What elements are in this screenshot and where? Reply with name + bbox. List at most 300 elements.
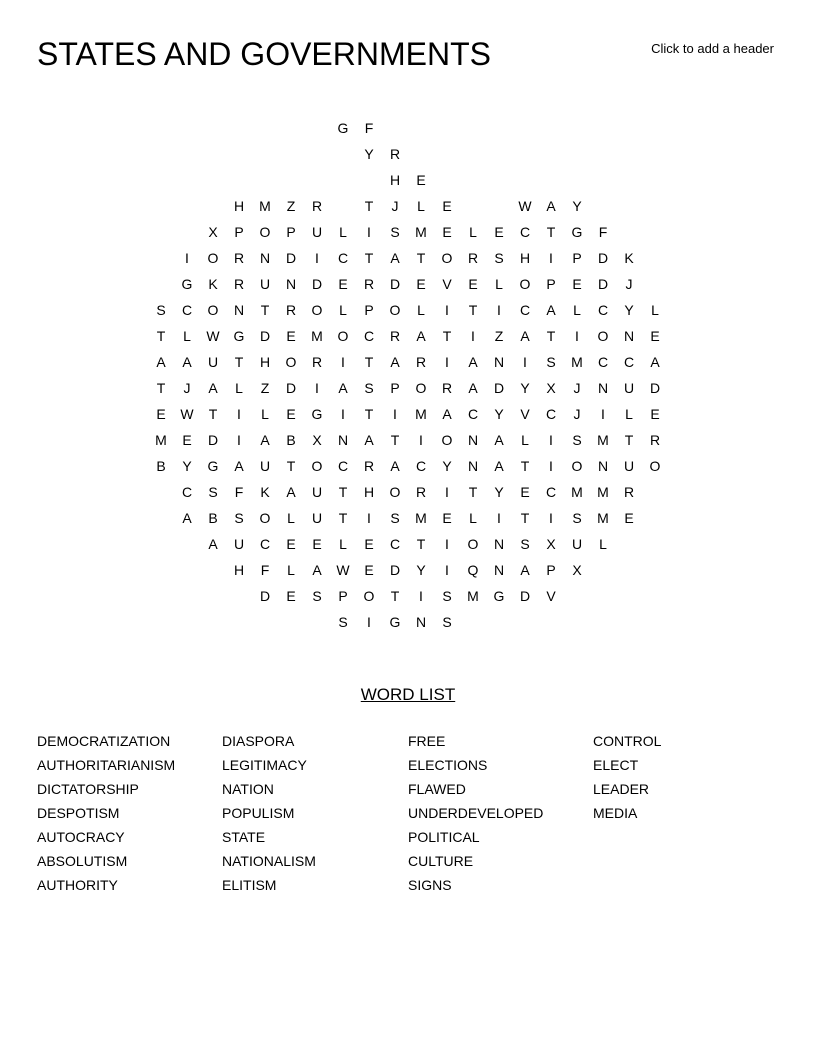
grid-letter: Y — [572, 198, 582, 214]
grid-letter: A — [650, 354, 660, 370]
grid-letter: M — [597, 432, 609, 448]
grid-letter: O — [259, 224, 271, 240]
grid-letter: M — [415, 406, 427, 422]
grid-letter: S — [520, 536, 530, 552]
grid-letter: T — [546, 224, 556, 240]
header-placeholder[interactable]: Click to add a header — [651, 41, 774, 56]
grid-letter: J — [391, 198, 399, 214]
grid-letter: X — [546, 380, 556, 396]
grid-letter: L — [339, 536, 347, 552]
grid-letter: A — [546, 198, 556, 214]
grid-letter: A — [260, 432, 270, 448]
grid-letter: O — [441, 432, 453, 448]
grid-letter: F — [234, 484, 244, 500]
grid-letter: A — [286, 484, 296, 500]
grid-letter: S — [390, 510, 400, 526]
grid-letter: C — [545, 484, 557, 500]
grid-letter: E — [624, 510, 634, 526]
grid-letter: L — [599, 536, 607, 552]
grid-letter: T — [416, 536, 426, 552]
grid-letter: Y — [416, 562, 426, 578]
grid-letter: R — [389, 146, 401, 162]
word-list-item: DEMOCRATIZATION — [37, 733, 171, 749]
grid-letter: U — [623, 458, 635, 474]
grid-letter: I — [341, 354, 345, 370]
grid-letter: Y — [520, 380, 530, 396]
grid-letter: T — [234, 354, 244, 370]
word-list-item: POPULISM — [222, 805, 295, 821]
grid-letter: O — [441, 250, 453, 266]
grid-letter: G — [233, 328, 245, 344]
grid-letter: I — [393, 406, 397, 422]
grid-letter: G — [337, 120, 349, 136]
page-title: STATES AND GOVERNMENTS — [37, 36, 491, 72]
grid-letter: A — [182, 510, 192, 526]
grid-letter: D — [285, 250, 297, 266]
grid-letter: L — [339, 302, 347, 318]
grid-letter: X — [572, 562, 582, 578]
grid-letter: C — [181, 484, 193, 500]
grid-letter: K — [208, 276, 218, 292]
word-list-item: FREE — [408, 733, 446, 749]
word-list-item: AUTHORITARIANISM — [37, 757, 176, 773]
grid-letter: E — [156, 406, 166, 422]
grid-letter: M — [597, 484, 609, 500]
grid-letter: L — [183, 328, 191, 344]
grid-letter: D — [389, 276, 401, 292]
word-list-item: ELITISM — [222, 877, 277, 893]
grid-letter: U — [233, 536, 245, 552]
grid-letter: Y — [182, 458, 192, 474]
grid-letter: D — [597, 276, 609, 292]
grid-letter: J — [183, 380, 191, 396]
grid-letter: S — [234, 510, 244, 526]
grid-letter: E — [338, 276, 348, 292]
grid-letter: I — [341, 406, 345, 422]
grid-letter: M — [415, 510, 427, 526]
grid-letter: Y — [364, 146, 374, 162]
grid-letter: I — [549, 250, 553, 266]
grid-letter: S — [156, 302, 166, 318]
grid-letter: T — [364, 354, 374, 370]
grid-letter: W — [518, 198, 532, 214]
word-list-item: DIASPORA — [222, 733, 295, 749]
grid-letter: L — [287, 562, 295, 578]
grid-letter: C — [545, 406, 557, 422]
grid-letter: S — [364, 380, 374, 396]
grid-letter: N — [415, 614, 427, 630]
grid-letter: C — [597, 302, 609, 318]
grid-letter: A — [416, 328, 426, 344]
grid-letter: R — [467, 250, 479, 266]
grid-letter: C — [259, 536, 271, 552]
grid-letter: E — [312, 536, 322, 552]
grid-letter: L — [469, 510, 477, 526]
grid-letter: A — [546, 302, 556, 318]
grid-letter: Y — [494, 484, 504, 500]
grid-letter: O — [311, 458, 323, 474]
grid-letter: T — [156, 380, 166, 396]
grid-letter: E — [442, 198, 452, 214]
grid-letter: T — [442, 328, 452, 344]
grid-letter: O — [285, 354, 297, 370]
grid-letter: U — [311, 224, 323, 240]
grid-letter: T — [156, 328, 166, 344]
word-list-item: SIGNS — [408, 877, 452, 893]
grid-letter: O — [519, 276, 531, 292]
grid-letter: R — [441, 380, 453, 396]
grid-letter: U — [623, 380, 635, 396]
grid-letter: C — [337, 250, 349, 266]
grid-letter: T — [364, 250, 374, 266]
grid-letter: S — [338, 614, 348, 630]
grid-letter: N — [493, 536, 505, 552]
grid-letter: A — [468, 354, 478, 370]
grid-letter: P — [572, 250, 582, 266]
grid-letter: E — [416, 276, 426, 292]
word-list-column-1 — [37, 729, 175, 897]
grid-letter: I — [497, 510, 501, 526]
grid-letter: T — [286, 458, 296, 474]
word-list-column-4 — [593, 729, 661, 825]
grid-letter: P — [338, 588, 348, 604]
word-list-item: DESPOTISM — [37, 805, 120, 821]
grid-letter: W — [336, 562, 350, 578]
grid-letter: P — [286, 224, 296, 240]
grid-letter: O — [649, 458, 661, 474]
grid-letter: V — [520, 406, 530, 422]
grid-letter: D — [389, 562, 401, 578]
grid-letter: D — [285, 380, 297, 396]
word-list-item: ELECT — [593, 757, 639, 773]
grid-letter: X — [546, 536, 556, 552]
grid-letter: C — [363, 328, 375, 344]
grid-letter: I — [315, 250, 319, 266]
grid-letter: H — [363, 484, 375, 500]
grid-letter: F — [260, 562, 270, 578]
grid-letter: E — [286, 588, 296, 604]
grid-letter: V — [546, 588, 556, 604]
grid-letter: Y — [442, 458, 452, 474]
grid-letter: N — [467, 458, 479, 474]
word-list-item: AUTHORITY — [37, 877, 118, 893]
word-list-column-2 — [222, 729, 316, 897]
grid-letter: N — [493, 562, 505, 578]
grid-letter: O — [311, 302, 323, 318]
grid-letter: H — [259, 354, 271, 370]
grid-letter: V — [442, 276, 452, 292]
grid-letter: O — [363, 588, 375, 604]
grid-letter: L — [287, 510, 295, 526]
grid-letter: I — [367, 510, 371, 526]
grid-letter: L — [651, 302, 659, 318]
grid-letter: C — [597, 354, 609, 370]
grid-letter: I — [445, 562, 449, 578]
grid-letter: O — [389, 302, 401, 318]
grid-letter: A — [520, 562, 530, 578]
grid-letter: M — [259, 198, 271, 214]
grid-letter: K — [260, 484, 270, 500]
word-list-item: CONTROL — [593, 733, 662, 749]
grid-letter: S — [494, 250, 504, 266]
grid-letter: L — [495, 276, 503, 292]
grid-letter: E — [182, 432, 192, 448]
grid-letter: U — [259, 458, 271, 474]
grid-letter: E — [442, 510, 452, 526]
grid-letter: C — [467, 406, 479, 422]
grid-letter: A — [182, 354, 192, 370]
grid-letter: O — [467, 536, 479, 552]
grid-letter: A — [234, 458, 244, 474]
grid-letter: D — [519, 588, 531, 604]
grid-letter: A — [338, 380, 348, 396]
grid-letter: G — [493, 588, 505, 604]
grid-letter: O — [337, 328, 349, 344]
grid-letter: T — [520, 458, 530, 474]
word-list-item: LEGITIMACY — [222, 757, 307, 773]
grid-letter: W — [206, 328, 220, 344]
grid-letter: Y — [494, 406, 504, 422]
grid-letter: L — [417, 198, 425, 214]
grid-letter: E — [364, 562, 374, 578]
grid-letter: H — [519, 250, 531, 266]
word-list-item: ABSOLUTISM — [37, 853, 128, 869]
word-list-item: MEDIA — [593, 805, 638, 821]
grid-letter: D — [259, 588, 271, 604]
grid-letter: O — [207, 250, 219, 266]
grid-letter: U — [311, 484, 323, 500]
grid-letter: T — [468, 302, 478, 318]
grid-letter: I — [237, 432, 241, 448]
grid-letter: G — [181, 276, 193, 292]
grid-letter: R — [233, 250, 245, 266]
grid-letter: N — [285, 276, 297, 292]
grid-letter: N — [493, 354, 505, 370]
grid-letter: E — [286, 328, 296, 344]
word-list-item: ELECTIONS — [408, 757, 488, 773]
grid-letter: I — [445, 484, 449, 500]
grid-letter: F — [598, 224, 608, 240]
grid-letter: A — [312, 562, 322, 578]
grid-letter: A — [468, 380, 478, 396]
grid-letter: B — [156, 458, 166, 474]
grid-letter: C — [181, 302, 193, 318]
grid-letter: J — [625, 276, 633, 292]
grid-letter: H — [389, 172, 401, 188]
grid-letter: E — [650, 406, 660, 422]
grid-letter: J — [573, 406, 581, 422]
grid-letter: L — [235, 380, 243, 396]
grid-letter: N — [597, 380, 609, 396]
grid-letter: A — [208, 380, 218, 396]
grid-letter: B — [286, 432, 296, 448]
grid-letter: T — [208, 406, 218, 422]
grid-letter: I — [497, 302, 501, 318]
grid-letter: R — [623, 484, 635, 500]
grid-letter: S — [208, 484, 218, 500]
grid-letter: E — [286, 536, 296, 552]
grid-letter: O — [415, 380, 427, 396]
grid-letter: R — [363, 276, 375, 292]
grid-letter: B — [208, 510, 218, 526]
grid-letter: T — [260, 302, 270, 318]
grid-letter: T — [520, 510, 530, 526]
grid-letter: T — [364, 406, 374, 422]
grid-letter: M — [415, 224, 427, 240]
grid-letter: H — [233, 562, 245, 578]
grid-letter: P — [364, 302, 374, 318]
grid-letter: I — [445, 302, 449, 318]
grid-letter: M — [597, 510, 609, 526]
grid-letter: G — [311, 406, 323, 422]
grid-letter: O — [597, 328, 609, 344]
grid-letter: P — [546, 276, 556, 292]
grid-letter: E — [364, 536, 374, 552]
grid-letter: E — [650, 328, 660, 344]
grid-letter: R — [415, 354, 427, 370]
word-list-item: POLITICAL — [408, 829, 480, 845]
grid-letter: I — [549, 458, 553, 474]
grid-letter: T — [468, 484, 478, 500]
grid-letter: D — [207, 432, 219, 448]
grid-letter: A — [442, 406, 452, 422]
grid-letter: M — [155, 432, 167, 448]
grid-letter: T — [624, 432, 634, 448]
grid-letter: L — [417, 302, 425, 318]
word-list-item: UNDERDEVELOPED — [408, 805, 544, 821]
word-list-item: NATIONALISM — [222, 853, 316, 869]
word-list-item: CULTURE — [408, 853, 474, 869]
word-list-column-3 — [408, 729, 543, 897]
grid-letter: K — [624, 250, 634, 266]
grid-letter: N — [259, 250, 271, 266]
grid-letter: M — [571, 354, 583, 370]
grid-letter: I — [315, 380, 319, 396]
grid-letter: T — [364, 198, 374, 214]
grid-letter: A — [208, 536, 218, 552]
grid-letter: D — [649, 380, 661, 396]
grid-letter: F — [364, 120, 374, 136]
grid-letter: E — [494, 224, 504, 240]
grid-letter: E — [520, 484, 530, 500]
grid-letter: T — [390, 588, 400, 604]
grid-letter: C — [519, 224, 531, 240]
grid-letter: A — [494, 432, 504, 448]
grid-letter: S — [572, 432, 582, 448]
grid-letter: L — [469, 224, 477, 240]
grid-letter: I — [445, 354, 449, 370]
grid-letter: G — [389, 614, 401, 630]
grid-letter: L — [521, 432, 529, 448]
grid-letter: Q — [467, 562, 479, 578]
grid-letter: N — [233, 302, 245, 318]
grid-letter: D — [493, 380, 505, 396]
word-list-item: LEADER — [593, 781, 650, 797]
grid-letter: I — [523, 354, 527, 370]
grid-letter: P — [546, 562, 556, 578]
grid-letter: R — [311, 354, 323, 370]
grid-letter: M — [311, 328, 323, 344]
grid-letter: H — [233, 198, 245, 214]
grid-letter: T — [338, 510, 348, 526]
grid-letter: I — [367, 224, 371, 240]
grid-letter: S — [546, 354, 556, 370]
grid-letter: N — [597, 458, 609, 474]
word-list-item: NATION — [222, 781, 274, 797]
grid-letter: N — [337, 432, 349, 448]
grid-letter: U — [259, 276, 271, 292]
grid-letter: L — [625, 406, 633, 422]
grid-letter: S — [572, 510, 582, 526]
grid-letter: J — [573, 380, 581, 396]
grid-letter: I — [237, 406, 241, 422]
grid-letter: A — [390, 250, 400, 266]
grid-letter: I — [185, 250, 189, 266]
grid-letter: C — [415, 458, 427, 474]
grid-letter: Y — [624, 302, 634, 318]
grid-letter: E — [416, 172, 426, 188]
grid-letter: S — [442, 588, 452, 604]
grid-letter: Z — [260, 380, 270, 396]
grid-letter: Z — [494, 328, 504, 344]
grid-letter: Z — [286, 198, 296, 214]
grid-letter: T — [416, 250, 426, 266]
grid-letter: E — [442, 224, 452, 240]
grid-letter: A — [520, 328, 530, 344]
word-list-item: AUTOCRACY — [37, 829, 125, 845]
grid-letter: S — [442, 614, 452, 630]
grid-letter: C — [389, 536, 401, 552]
grid-letter: I — [549, 510, 553, 526]
grid-letter: A — [390, 354, 400, 370]
grid-letter: I — [445, 536, 449, 552]
grid-letter: U — [571, 536, 583, 552]
word-list-item: FLAWED — [408, 781, 466, 797]
grid-letter: C — [337, 458, 349, 474]
grid-letter: A — [364, 432, 374, 448]
grid-letter: E — [286, 406, 296, 422]
grid-letter: T — [546, 328, 556, 344]
grid-letter: C — [519, 302, 531, 318]
grid-letter: S — [312, 588, 322, 604]
grid-letter: I — [367, 614, 371, 630]
grid-letter: M — [467, 588, 479, 604]
grid-letter: R — [649, 432, 661, 448]
grid-letter: A — [390, 458, 400, 474]
grid-letter: O — [259, 510, 271, 526]
grid-letter: G — [207, 458, 219, 474]
grid-letter: L — [261, 406, 269, 422]
grid-letter: R — [363, 458, 375, 474]
grid-letter: C — [623, 354, 635, 370]
grid-letter: E — [572, 276, 582, 292]
grid-letter: N — [623, 328, 635, 344]
grid-letter: O — [207, 302, 219, 318]
grid-letter: P — [234, 224, 244, 240]
grid-letter: W — [180, 406, 194, 422]
grid-letter: I — [575, 328, 579, 344]
grid-letter: I — [419, 588, 423, 604]
grid-letter: U — [311, 510, 323, 526]
grid-letter: R — [311, 198, 323, 214]
grid-letter: I — [601, 406, 605, 422]
grid-letter: O — [389, 484, 401, 500]
word-list-item: STATE — [222, 829, 266, 845]
grid-letter: R — [285, 302, 297, 318]
grid-letter: X — [312, 432, 322, 448]
grid-letter: N — [467, 432, 479, 448]
grid-letter: R — [233, 276, 245, 292]
